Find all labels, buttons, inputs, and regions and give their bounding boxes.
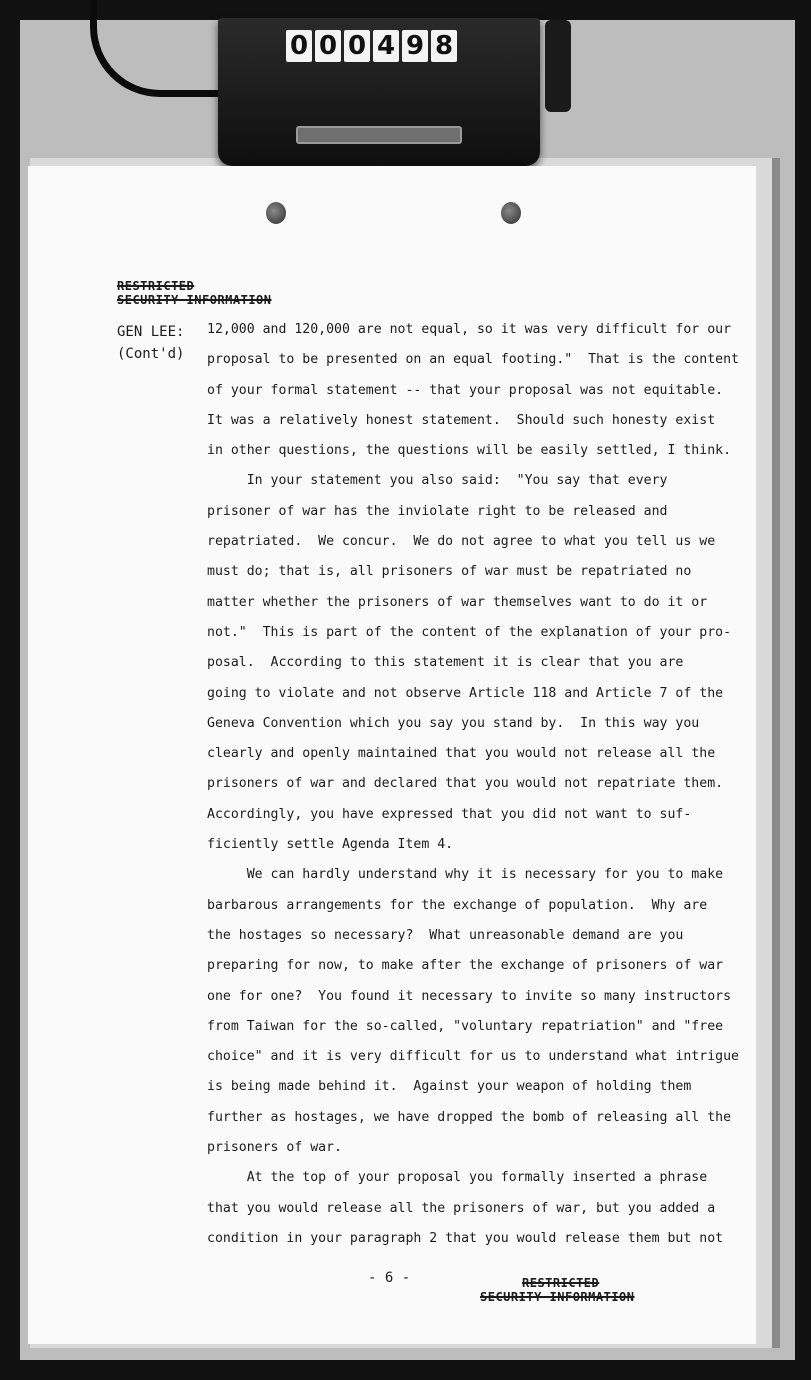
classification-header: [117, 279, 272, 307]
text-line: from Taiwan for the so-called, "voluntary repatriation" and "free: [207, 1018, 724, 1034]
text-line: choice" and it is very difficult for us to understand what intrigue: [207, 1049, 739, 1065]
text-line: must do; that is, all prisoners of war must be repatriated no: [207, 564, 692, 580]
text-line: prisoners of war.: [207, 1140, 342, 1156]
text-line: further as hostages, we have dropped the bomb of releasing all the: [207, 1109, 732, 1125]
frame-counter: [218, 18, 540, 166]
counter-digit: 4: [373, 30, 399, 62]
text-line: ficiently settle Agenda Item 4.: [207, 837, 454, 853]
text-line: going to violate and not observe Article 118 and Article 7 of the: [207, 685, 724, 701]
text-line: We can hardly understand why it is necessary for you to make: [207, 867, 724, 883]
speaker-label: [117, 321, 184, 365]
text-line: preparing for now, to make after the exchange of prisoners of war: [207, 958, 724, 974]
counter-digits: [286, 30, 457, 62]
speaker-continued: (Cont'd): [117, 346, 185, 362]
page-number: - 6 -: [368, 1270, 411, 1286]
text-line: that you would release all the prisoners of war, but you added a: [207, 1200, 716, 1216]
text-line: matter whether the prisoners of war themselves want to do it or: [207, 594, 708, 610]
classification-line: SECURITY INFORMATION: [480, 1290, 635, 1304]
text-line: proposal to be presented on an equal footing." That is the content: [207, 352, 739, 368]
counter-digit: 8: [431, 30, 457, 62]
text-line: posal. According to this statement it is clear that you are: [207, 655, 684, 671]
text-line: It was a relatively honest statement. Should such honesty exist: [207, 412, 716, 428]
text-line: condition in your paragraph 2 that you would release them but not: [207, 1230, 724, 1246]
text-line: prisoners of war and declared that you would not repatriate them.: [207, 776, 724, 792]
classification-line: RESTRICTED: [522, 1276, 600, 1290]
counter-digit: 0: [344, 30, 370, 62]
classification-line: SECURITY INFORMATION: [117, 293, 272, 307]
text-line: 12,000 and 120,000 are not equal, so it was very difficult for our: [207, 322, 732, 337]
punch-hole-left: [266, 202, 286, 224]
text-line: in other questions, the questions will be easily settled, I think.: [207, 443, 732, 459]
counter-digit: 9: [402, 30, 428, 62]
text-line: repatriated. We concur. We do not agree to what you tell us we: [207, 534, 716, 550]
text-line: prisoner of war has the inviolate right to be released and: [207, 503, 668, 519]
text-line: Geneva Convention which you say you stand by. In this way you: [207, 715, 700, 731]
document-page: [28, 166, 756, 1344]
counter-digit: 0: [286, 30, 312, 62]
text-line: one for one? You found it necessary to invite so many instructors: [207, 988, 732, 1004]
text-line: At the top of your proposal you formally inserted a phrase: [207, 1170, 708, 1186]
text-line: barbarous arrangements for the exchange of population. Why are: [207, 897, 708, 913]
counter-knob: [545, 20, 571, 112]
text-line: Accordingly, you have expressed that you did not want to suf-: [207, 806, 692, 822]
text-line: the hostages so necessary? What unreasonable demand are you: [207, 927, 684, 943]
counter-digit: 0: [315, 30, 341, 62]
classification-line: RESTRICTED: [117, 279, 195, 293]
text-line: clearly and openly maintained that you would not release all the: [207, 746, 716, 762]
counter-slot: [296, 126, 462, 144]
classification-footer: [480, 1276, 635, 1304]
speaker-name: GEN LEE:: [117, 324, 185, 340]
text-line: not." This is part of the content of the explanation of your pro-: [207, 624, 732, 640]
text-line: is being made behind it. Against your weapon of holding them: [207, 1079, 692, 1095]
body-text: [207, 315, 739, 1254]
punch-hole-right: [501, 202, 521, 224]
text-line: of your formal statement -- that your proposal was not equitable.: [207, 382, 724, 398]
text-line: In your statement you also said: "You say that every: [207, 473, 668, 489]
